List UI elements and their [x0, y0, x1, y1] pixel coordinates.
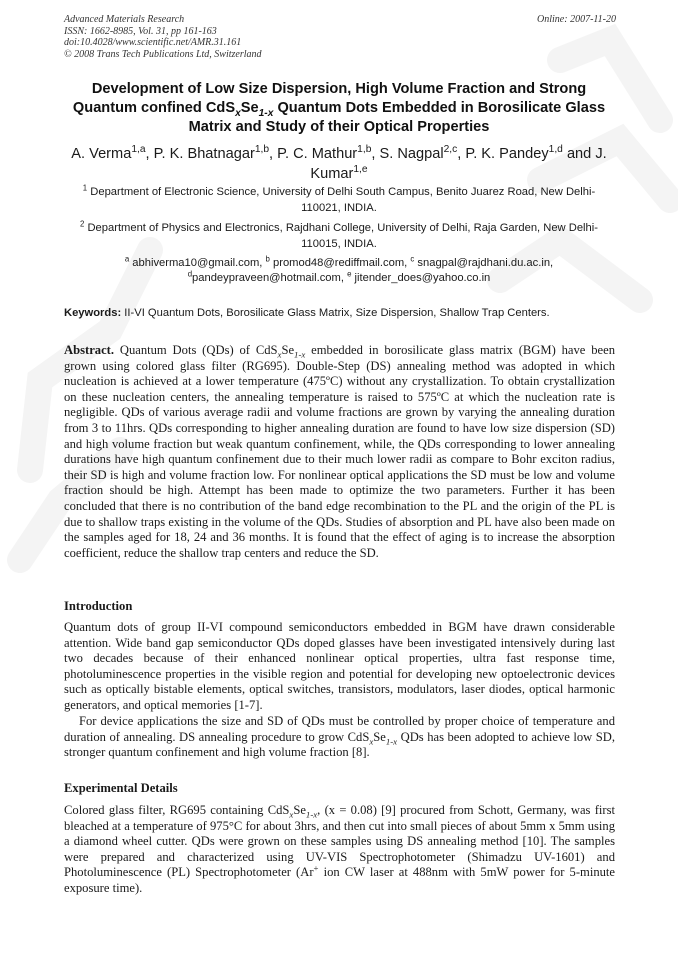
keywords	[64, 306, 618, 320]
title-part1: Development of Low Size Dispersion, High Volume Fraction and Strong Quantum confined CdS	[72, 81, 587, 116]
email-link[interactable]: abhiverma10@gmail.com,	[132, 257, 266, 269]
affiliation-1: $^1$ Department of Electronic Science, University of Delhi South Campus, Benito Juarez Road, New Delhi-110021, INDIA.	[82, 183, 596, 214]
author: P. K. Pandey$^{1,d}$	[465, 144, 563, 162]
abstract-text: embedded in borosilicate glass matrix (BGM) have been grown using colored glass filter (RG695). Double-Step (DS) annealing method was adopted in which nucleation is achieved at a lower temperature (475ºC) without any crystallization. To obtain crystallization on these nucleation centers, the annealing temperature is raised to 575ºC at which the nucleation rate is negligible. QDs of various average radii and volume fractions are grown by varying the annealing duration from 3 to 11hrs. QDs corresponding to higher annealing duration are found to have low size dispersion (SD) and high volume fraction but weak quantum confinement, while, the QDs corresponding to lower annealing durations have high quantum confinement due to their much lower radii as compare to Bohr exciton radius, their SD is high and volume fraction low. For nonlinear optical applications the SD must be low and volume fraction should be high. Attempt has been made to optimize the two parameters. Further it has been concluded that there is no contribution of the band edge recombination to the PL and the origin of the PL is due to shallow traps existing in the volume of the QDs. Studies of absorption and PL have also been made on the samples aged for 18, 24 and 36 months. It is found that the effect of aging is to increase the absorption coefficient, reduce the shallow trap centers and reduce the SD.	[64, 343, 615, 560]
author: P. C. Mathur$^{1,b}$,	[277, 144, 380, 162]
experimental-paragraph: Colored glass filter, RG695 containing $CdS_xSe_{1-x}$, (x = 0.08) [9] procured from Schott, Germany, was first bleached at a temperature of 975°C for about 3hrs, and then cut into small pieces of about 5mm x 5mm using a diamond wheel cutter. QDs were grown on these samples using DS annealing method [10]. The samples were prepared and characterized using UV-VIS Spectrophotometer (Shimadzu UV-1601) and Photoluminescence (PL) Spectrophotometer (Ar+ ion CW laser at 488nm with 5mW power for 5-minute exposure time).	[64, 803, 616, 895]
email-link[interactable]: pandeypraveen@hotmail.com,	[192, 272, 348, 284]
author-list	[60, 144, 618, 184]
author: and J. Kumar$^{1,e}$	[310, 146, 607, 182]
email-link[interactable]: jitender_does@yahoo.co.in	[354, 272, 491, 284]
keywords-label: Keywords:	[64, 307, 122, 319]
introduction-heading: Introduction	[64, 599, 133, 613]
title-sub-1x: 1-x	[258, 107, 274, 119]
author: A. Verma$^{1,a}$,	[71, 144, 154, 162]
abstract: Abstract. Quantum Dots (QDs) of $CdS_xSe_{1-x}$ embedded in borosilicate glass matrix (BGM) have been grown using colored glass filter (RG695). Double-Step (DS) annealing method was adopted in which nucleation is achieved at a lower temperature (475ºC) without any crystallization. To obtain crystallization on these nucleation centers, the annealing temperature is raised to 575ºC at which the nucleation rate is negligible. QDs of various average radii and volume fractions are grown by varying the annealing duration from 3 to 11hrs. QDs corresponding to higher annealing duration are found to have low size dispersion (SD) and high volume fraction but weak quantum confinement, while, the QDs corresponding to lower annealing durations have high quantum confinement due to their much lower radii as compare to Bohr exciton radius, their SD is high and volume fraction low. For nonlinear optical applications the SD must be low and volume fraction should be high. Attempt has been made to optimize the two parameters. Further it has been concluded that there is no contribution of the band edge recombination to the PL and the origin of the PL is due to shallow traps existing in the volume of the QDs. Studies of absorption and PL have also been made on the samples aged for 18, 24 and 36 months. It is found that the effect of aging is to increase the absorption coefficient, reduce the shallow trap centers and reduce the SD.	[64, 343, 615, 560]
introduction-paragraph-2: For device applications the size and SD of QDs must be controlled by proper choice of temperature and duration of annealing. DS annealing procedure to grow $CdS_xSe_{1-x}$ QDs has been adopted to achieve low SD, stronger quantum confinement and high volume fraction [8].	[64, 714, 615, 760]
title-sub-x: x	[235, 107, 241, 119]
paper-title	[60, 80, 618, 137]
citation-link[interactable]: [1-7]	[234, 697, 260, 712]
experimental-heading: Experimental Details	[64, 781, 178, 795]
author: S. Nagpal$^{2,c}$,	[379, 144, 466, 162]
issn-line: ISSN: 1662-8985, Vol. 31, pp 161-163	[64, 25, 217, 37]
keywords-text: II-VI Quantum Dots, Borosilicate Glass Matrix, Size Dispersion, Shallow Trap Centers.	[121, 307, 550, 319]
affiliation-2: $^2$ Department of Physics and Electronics, Rajdhani College, University of Delhi, Raja Garden, New Delhi-110015, INDIA.	[80, 219, 598, 250]
online-date: Online: 2007-11-20	[537, 14, 616, 25]
abstract-label: Abstract.	[64, 343, 115, 357]
doi-line: doi:10.4028/www.scientific.net/AMR.31.161	[64, 37, 242, 48]
journal-header	[64, 14, 262, 60]
title-se: Se	[240, 100, 259, 116]
email-link[interactable]: promod48@rediffmail.com,	[273, 257, 411, 269]
journal-name: Advanced Materials Research	[64, 14, 185, 25]
email-link[interactable]: snagpal@rajdhani.du.ac.in,	[417, 257, 554, 269]
author: P. K. Bhatnagar$^{1,b}$,	[153, 144, 278, 162]
copyright-line: © 2008 Trans Tech Publications Ltd, Switzerland	[64, 48, 262, 60]
introduction-paragraph-1: Quantum dots of group II-VI compound semiconductors embedded in BGM have drawn considerable attention. Wide band gap semiconductor QDs doped glasses have been investigated intensively during last two decades because of their enhanced nonlinear optical properties, ultra fast response time, photoluminescence properties in the visible region and potential for developing new optoelectronic devices such as optically bistable elements, optical switches, transistors, modulators, laser diodes, optical harmonic generators, and optical memories [1-7].	[64, 620, 615, 712]
email-list: $^a$ abhiverma10@gmail.com, $^b$ promod48@rediffmail.com, $^c$ snagpal@rajdhani.du.ac.in, $^d$pandeypraveen@hotmail.com, $^e$ jitender_does@yahoo.co.in	[124, 254, 554, 284]
title-part2: Quantum Dots Embedded in Borosilicate Glass Matrix and Study of their Optical Properties	[188, 100, 606, 135]
